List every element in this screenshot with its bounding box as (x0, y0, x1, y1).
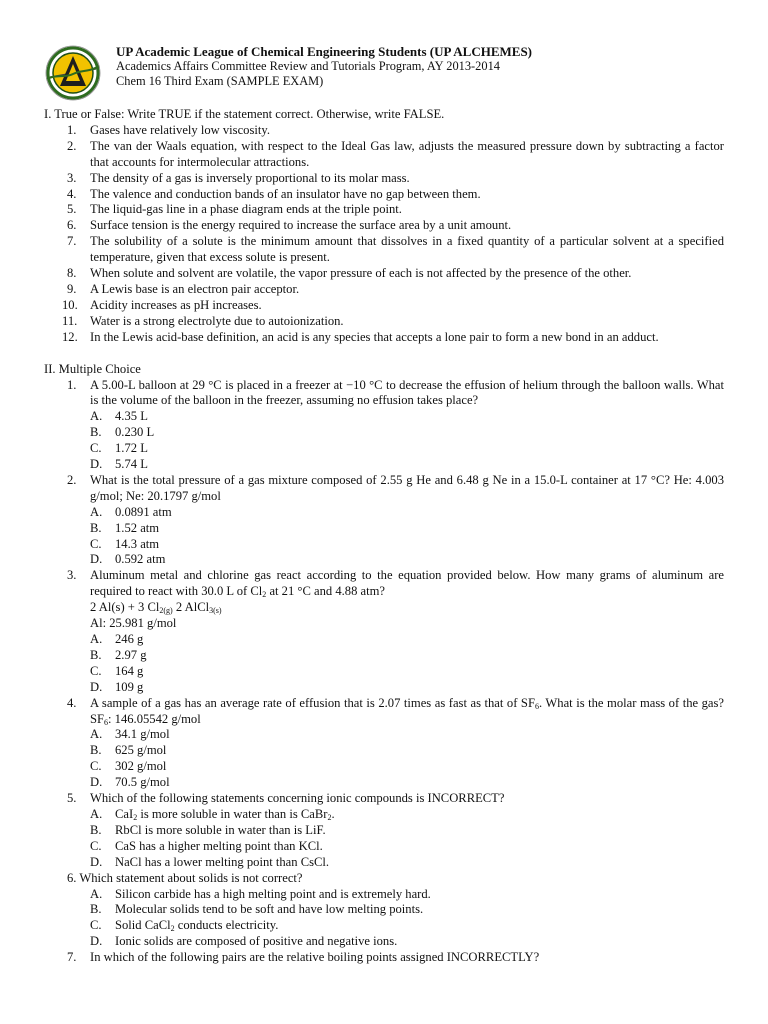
tf-item-12: 12. In the Lewis acid-base definition, an acid is any species that accepts a lone pair to form a new bond in an adduct. (62, 329, 659, 344)
option: A. 0.0891 atm (90, 504, 172, 519)
mc-options-2 (44, 505, 724, 569)
option: B. 625 g/mol (90, 743, 167, 758)
reaction-equation: 2 Al(s) + 3 $Cl_{2(g)}$ 2 AlCl$_{3(s)}$ (90, 600, 222, 616)
option: C. 302 g/mol (90, 759, 167, 774)
tf-item-1: 1. Gases have relatively low viscosity. (67, 122, 270, 137)
mc-options-1 (44, 409, 724, 473)
org-name: UP Academic League of Chemical Engineering Students (UP ALCHEMES) (116, 44, 532, 59)
option: C. Solid CaCl$_2$ conducts electricity. (90, 918, 279, 934)
mc-question-6: 6. Which statement about solids is not correct? (67, 870, 303, 885)
option: A. CaI$_2$ is more soluble in water than is CaBr$_2$. (90, 806, 335, 822)
mc-question-1: 1. A 5.00-L balloon at 29 °C is placed in a freezer at −10 °C to decrease the effusion of helium through the balloon walls. What is the volume of the balloon in the freezer, assuming no effusion takes place? (67, 377, 724, 408)
option: B. 2.97 g (90, 647, 147, 662)
mc-question-7: 7. In which of the following pairs are the relative boiling points assigned INCORRECTLY? (67, 950, 540, 965)
tf-item-11: 11. Water is a strong electrolyte due to autoionization. (62, 313, 344, 328)
mc-options-6 (44, 887, 724, 951)
section-1-title: I. True or False: Write TRUE if the statement correct. Otherwise, write FALSE. (44, 107, 445, 121)
tf-item-9: 9. A Lewis base is an electron pair acceptor. (67, 281, 300, 296)
tf-item-10: 10. Acidity increases as pH increases. (62, 297, 262, 312)
option: D. NaCl has a lower melting point than CsCl. (90, 854, 330, 869)
option: C. 1.72 L (90, 441, 148, 456)
option: B. Molecular solids tend to be soft and have low melting points. (90, 902, 424, 917)
alchemes-logo-icon (44, 44, 102, 102)
tf-item-4: 4. The valence and conduction bands of an insulator have no gap between them. (67, 186, 481, 201)
option: D. 0.592 atm (90, 552, 166, 567)
tf-item-2: 2. The van der Waals equation, with respect to the Ideal Gas law, adjusts the measured pressure down by subtracting a factor that accounts for intermolecular attractions. (67, 138, 724, 169)
mc-options-4 (44, 727, 724, 791)
option: C. 164 g (90, 663, 144, 678)
tf-item-6: 6. Surface tension is the energy required to increase the surface area by a unit amount. (67, 218, 512, 233)
exam-title: Chem 16 Third Exam (SAMPLE EXAM) (116, 74, 324, 88)
option: D. Ionic solids are composed of positive and negative ions. (90, 934, 398, 949)
true-false-list (44, 123, 724, 346)
section-2-title: II. Multiple Choice (44, 361, 141, 376)
option: C. 14.3 atm (90, 536, 160, 551)
exam-header (116, 44, 736, 89)
program-line: Academics Affairs Committee Review and Tutorials Program, AY 2013-2014 (116, 59, 500, 73)
option: D. 109 g (90, 679, 144, 694)
tf-item-8: 8. When solute and solvent are volatile, the vapor pressure of each is not affected by the presence of the other. (67, 266, 632, 281)
exam-content (44, 107, 724, 966)
molar-mass-note: Al: 25.981 g/mol (90, 616, 177, 631)
mc-options-5 (44, 807, 724, 871)
option: A. Silicon carbide has a high melting point and is extremely hard. (90, 886, 431, 901)
option: B. RbCl is more soluble in water than is LiF. (90, 822, 326, 837)
option: B. 1.52 atm (90, 520, 160, 535)
option: A. 4.35 L (90, 409, 148, 424)
option: D. 5.74 L (90, 457, 148, 472)
option: C. CaS has a higher melting point than KCl. (90, 838, 323, 853)
mc-question-3: 3. Aluminum metal and chlorine gas react according to the equation provided below. How many grams of aluminum are required to react with 30.0 L of $Cl_2$ at 21 °C and 4.88 atm? (67, 568, 724, 600)
mc-question-5: 5. Which of the following statements concerning ionic compounds is INCORRECT? (67, 791, 505, 806)
mc-options-3 (44, 632, 724, 696)
mc-question-2: 2. What is the total pressure of a gas mixture composed of 2.55 g He and 6.48 g Ne in a 15.0-L container at 17 °C? He: 4.003 g/mol; Ne: 20.1797 g/mol (67, 472, 724, 503)
mc-question-4: 4. A sample of a gas has an average rate of effusion that is 2.07 times as fast as that of $SF_6$. What is the molar mass of the gas? $SF_6$: 146.05542 g/mol (67, 695, 724, 727)
tf-item-7: 7. The solubility of a solute is the minimum amount that dissolves in a fixed quantity of a particular solvent at a specified temperature, given that excess solute is present. (67, 234, 724, 265)
option: A. 34.1 g/mol (90, 727, 170, 742)
tf-item-3: 3. The density of a gas is inversely proportional to its molar mass. (67, 170, 410, 185)
option: B. 0.230 L (90, 425, 155, 440)
tf-item-5: 5. The liquid-gas line in a phase diagram ends at the triple point. (67, 202, 402, 217)
option: D. 70.5 g/mol (90, 775, 170, 790)
option: A. 246 g (90, 632, 144, 646)
